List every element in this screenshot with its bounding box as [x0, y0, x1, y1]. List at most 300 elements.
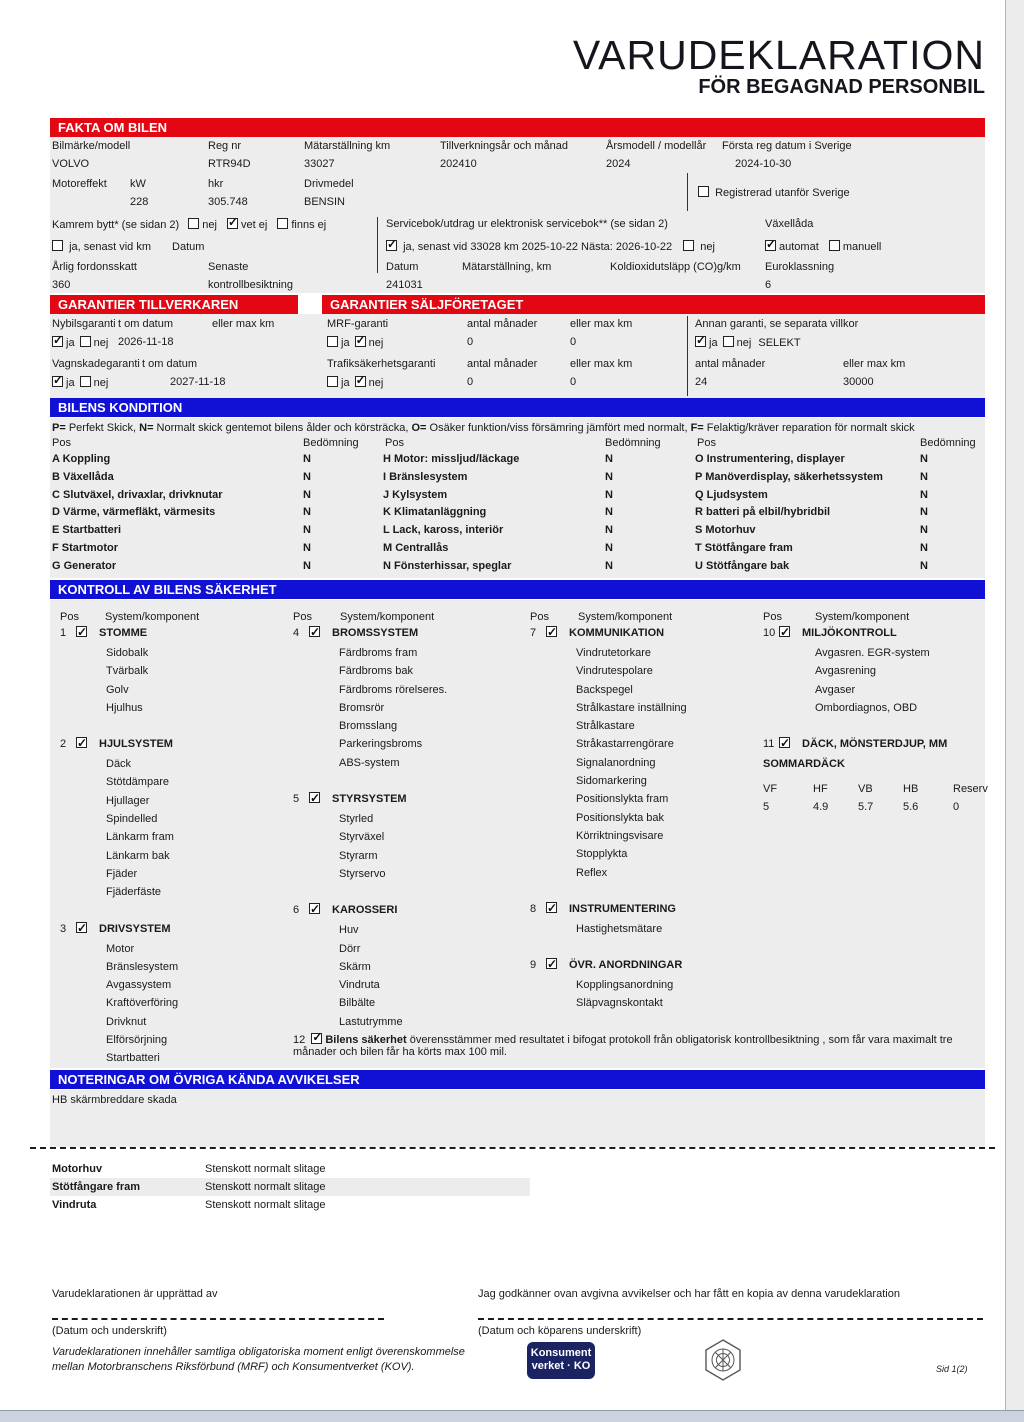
block-checkbox[interactable]: [309, 903, 320, 914]
kondition-grade: N: [920, 488, 928, 501]
nybils-datum: 2026-11-18: [118, 336, 174, 348]
kondition-row: [695, 506, 983, 524]
legend-text: Normalt skick gentemot bilens ålder och körsträcka,: [153, 422, 412, 434]
ja-label: ja: [66, 337, 75, 349]
sakerhet-column-2: [293, 624, 523, 1049]
safety-item: Fjäder: [106, 867, 138, 880]
sakerhet-body: [50, 600, 988, 1068]
tire-col-header: HF: [813, 783, 828, 796]
block-number: 5: [293, 793, 300, 806]
kondition-pos: C Slutväxel, drivaxlar, drivknutar: [52, 488, 223, 501]
safety-item: Dörr: [339, 942, 361, 955]
safety-item: Kopplingsanordning: [576, 979, 674, 992]
kondition-row: [695, 471, 983, 489]
drivmedel-label: Drivmedel: [304, 178, 354, 190]
servicebok-nej-checkbox[interactable]: [683, 240, 694, 251]
block-checkbox[interactable]: [779, 737, 790, 748]
block-number: 7: [530, 627, 537, 639]
kondition-pos: G Generator: [52, 559, 117, 572]
safety-item: Styrled: [339, 813, 374, 826]
block-title: DRIVSYSTEM: [99, 922, 171, 935]
kontrollbesiktning-label: kontrollbesiktning: [208, 279, 293, 291]
table-row: [50, 1196, 530, 1214]
block-title: MILJÖKONTROLL: [802, 627, 897, 639]
block-checkbox[interactable]: [546, 626, 557, 637]
safety-item: Sidomarkering: [576, 775, 647, 788]
antalmanader-label: antal månader: [467, 318, 538, 330]
vagnskade-datum: 2027-11-18: [170, 376, 226, 388]
safety-item: Ombordiagnos, OBD: [815, 701, 918, 714]
kondition-pos: D Värme, värmefläkt, värmesits: [52, 506, 216, 519]
block-number: 4: [293, 627, 300, 639]
ja-label: ja: [341, 337, 350, 349]
kondition-row: [695, 560, 983, 578]
pos-header: Pos: [52, 437, 71, 449]
kondition-pos: I Bränslesystem: [383, 470, 468, 483]
safety-item: Vindrutespolare: [576, 665, 653, 678]
kondition-row: [52, 453, 382, 471]
safety-item: Huv: [339, 924, 359, 937]
field-label: Bilmärke/modell: [52, 140, 131, 152]
nej-label: nej: [368, 377, 384, 389]
kondition-row: [383, 524, 693, 542]
pos-header: Pos: [763, 611, 782, 623]
safety-item: Parkeringsbroms: [339, 738, 423, 751]
system-header: System/komponent: [578, 611, 673, 623]
block-title: HJULSYSTEM: [99, 738, 173, 751]
safety-item: Kraftöverföring: [106, 997, 179, 1010]
safety-item: Hjullager: [106, 794, 150, 807]
block-checkbox[interactable]: [309, 626, 320, 637]
kondition-pos: J Kylsystem: [383, 488, 448, 501]
block-checkbox[interactable]: [76, 626, 87, 637]
field-label: Årsmodell / modellår: [606, 140, 707, 152]
kondition-grade: N: [920, 559, 928, 572]
ellermaxkm-label: eller max km: [212, 318, 275, 330]
block-number: 10: [763, 627, 776, 639]
kondition-pos: B Växellåda: [52, 470, 114, 483]
block-checkbox[interactable]: [76, 737, 87, 748]
trafik-janej: [327, 376, 383, 389]
trafik-nej-checkbox[interactable]: [355, 376, 366, 387]
ellermaxkm-label: eller max km: [570, 318, 633, 330]
block-number: 1: [60, 627, 67, 639]
dashed-divider: [30, 1147, 995, 1149]
hkr-value: 305.748: [208, 196, 248, 208]
tire-col-header: VF: [763, 783, 778, 796]
block-title: BROMSSYSTEM: [332, 627, 419, 639]
kondition-pos: L Lack, kaross, interiör: [383, 524, 504, 537]
system-header: System/komponent: [340, 611, 435, 623]
fakta-field: [208, 140, 251, 176]
safety-item: Elförsörjning: [106, 1034, 168, 1047]
item12-text: överensstämmer med resultatet i bifogat protokoll från obligatorisk kontrollbesiktning , som får vara maximalt tre månader och bilen får ha körts max 100 mil.: [293, 1034, 953, 1058]
kondition-grade: N: [605, 559, 613, 572]
document-title-block: [573, 34, 985, 98]
kamrem-finnsej-label: finns ej: [291, 219, 327, 231]
kondition-pos: M Centrallås: [383, 541, 449, 554]
bedomning-header: Bedömning: [920, 437, 976, 449]
table-row: [50, 1160, 530, 1178]
legend-text: Felaktig/kräver reparation för normalt skick: [703, 422, 915, 434]
kondition-pos: U Stötfångare bak: [695, 559, 790, 572]
safety-item: ABS-system: [339, 756, 400, 769]
tire-value: 5.7: [858, 801, 874, 814]
kondition-row: [383, 542, 693, 560]
safety-item: Länkarm bak: [106, 849, 170, 862]
kondition-grade: N: [605, 541, 613, 554]
kondition-pos: H Motor: missljud/läckage: [383, 453, 520, 465]
trafik-label: Trafiksäkerhetsgaranti: [327, 358, 436, 370]
kondition-grade: N: [303, 488, 311, 501]
kondition-column-2: [383, 453, 693, 578]
safety-item: Strålkastare: [576, 720, 635, 733]
automat-label: automat: [779, 241, 819, 253]
kondition-grade: N: [303, 453, 311, 465]
safety-block-dack: [763, 735, 988, 816]
annan-janej: [695, 336, 801, 349]
safety-block-drivsystem: [60, 920, 290, 1068]
field-value: 33027: [304, 158, 335, 170]
nybils-nej-checkbox[interactable]: [80, 336, 91, 347]
annan-extra-value: SELEKT: [758, 337, 801, 349]
block-number: 9: [530, 959, 537, 972]
badge-text: Konsument: [530, 1347, 592, 1359]
annan-ja-checkbox[interactable]: [695, 336, 706, 347]
vagnskade-ja-checkbox[interactable]: [52, 376, 63, 387]
kondition-row: [383, 471, 693, 489]
section-header-kondition: BILENS KONDITION: [50, 398, 985, 417]
registered-outside-checkbox[interactable]: [698, 186, 709, 197]
pos-header: Pos: [385, 437, 404, 449]
ellermaxkm-label: eller max km: [843, 358, 906, 370]
field-value: 2024: [606, 158, 631, 170]
fakta-field: [440, 140, 568, 176]
kamrem-finnsej-checkbox[interactable]: [277, 218, 288, 229]
noteringar-body: [50, 1090, 985, 1147]
vaxellada-row: [765, 240, 888, 253]
safety-item: Backspegel: [576, 683, 633, 696]
antalmanader-label: antal månader: [695, 358, 766, 370]
kondition-pos: R batteri på elbil/hybridbil: [695, 506, 831, 519]
manuell-checkbox[interactable]: [829, 240, 840, 251]
part-name: Vindruta: [52, 1199, 97, 1211]
kondition-row: [695, 542, 983, 560]
tire-header-row: [763, 780, 988, 798]
mrf-km-value: 0: [570, 336, 577, 348]
nybilsgaranti-label: Nybilsgaranti: [52, 318, 116, 330]
kondition-pos: N Fönsterhissar, speglar: [383, 559, 512, 572]
tomdatum-label: t om datum: [118, 318, 174, 330]
legend-text: Osäker funktion/viss försämring jämfört med normalt,: [426, 422, 691, 434]
safety-item-12: [293, 1033, 993, 1058]
kondition-column-3: [695, 453, 983, 578]
pos-header: Pos: [530, 611, 549, 623]
pos-header: Pos: [293, 611, 312, 623]
document-title: VARUDEKLARATION: [572, 32, 985, 78]
system-header: System/komponent: [105, 611, 200, 623]
kondition-grade: N: [605, 524, 613, 537]
safety-item: Strålkastare inställning: [576, 701, 687, 714]
kondition-row: [383, 489, 693, 507]
kondition-grade: N: [303, 541, 311, 554]
block-checkbox[interactable]: [309, 792, 320, 803]
kondition-pos: F Startmotor: [52, 541, 118, 554]
safety-item: Reflex: [576, 866, 608, 879]
section-header-noteringar: NOTERINGAR OM ÖVRIGA KÄNDA AVVIKELSER: [50, 1070, 985, 1089]
antalmanader-label: antal månader: [467, 358, 538, 370]
safety-block-hjulsystem: [60, 735, 290, 901]
kondition-row: [695, 453, 983, 471]
tire-value: 5.6: [903, 801, 919, 814]
tire-col-header: Reserv: [953, 783, 988, 796]
ja-label: ja: [66, 377, 75, 389]
safety-item: Länkarm fram: [106, 831, 174, 844]
annan-garanti-label: Annan garanti, se separata villkor: [695, 318, 859, 330]
kamrem-ja-checkbox[interactable]: [52, 240, 63, 251]
block-title: INSTRUMENTERING: [569, 902, 676, 915]
kamrem-row: [52, 218, 333, 231]
kamrem-label: Kamrem bytt* (se sidan 2): [52, 219, 180, 231]
safety-item: Styrarm: [339, 849, 378, 862]
buyer-signature-caption: (Datum och köparens underskrift): [478, 1325, 642, 1337]
safety-item: Bränslesystem: [106, 960, 179, 973]
field-label: Första reg datum i Sverige: [722, 140, 852, 152]
kondition-grade: N: [920, 470, 928, 483]
safety-block-miljokontroll: [763, 624, 981, 717]
kondition-pos: P Manöverdisplay, säkerhetssystem: [695, 470, 883, 483]
dack-subtitle: SOMMARDÄCK: [763, 758, 845, 771]
garanti-body: [50, 314, 985, 398]
item12-number: 12: [293, 1034, 306, 1046]
legend-key: P=: [52, 422, 66, 434]
block-number: 6: [293, 904, 300, 917]
safety-item: Sidobalk: [106, 647, 149, 659]
part-remark: Stenskott normalt slitage: [205, 1199, 326, 1211]
kondition-row: [52, 542, 382, 560]
safety-item: Signalanordning: [576, 756, 656, 769]
safety-item: Tvärbalk: [106, 665, 149, 678]
drivmedel-value: BENSIN: [304, 196, 345, 208]
safety-item: Färdbroms bak: [339, 665, 413, 678]
annan-manader-value: 24: [695, 376, 708, 388]
safety-block-bromssystem: [293, 624, 523, 772]
block-checkbox[interactable]: [76, 922, 87, 933]
field-value: VOLVO: [52, 158, 90, 170]
nej-label: nej: [736, 337, 752, 349]
kamrem-vetej-label: vet ej: [240, 219, 268, 231]
kondition-row: [52, 489, 382, 507]
item12-checkbox[interactable]: [311, 1033, 322, 1044]
kamrem-vetej-checkbox[interactable]: [227, 218, 238, 229]
tire-value-row: [763, 798, 981, 816]
servicebok-ja-checkbox[interactable]: [386, 240, 397, 251]
safety-block-instrumentering: [530, 900, 760, 938]
annan-nej-checkbox[interactable]: [723, 336, 734, 347]
page-number: Sid 1(2): [936, 1364, 968, 1374]
safety-item: Bilbälte: [339, 997, 376, 1010]
mrf-janej: [327, 336, 383, 349]
trafik-manader-value: 0: [467, 376, 474, 388]
footer-line2: mellan Motorbranschens Riksförbund (MRF) och Konsumentverket (KOV).: [52, 1361, 415, 1373]
mrf-nej-checkbox[interactable]: [355, 336, 366, 347]
kondition-grade: N: [920, 541, 928, 554]
field-label: Reg nr: [208, 140, 242, 152]
block-number: 3: [60, 922, 67, 935]
fakta-field: [52, 140, 130, 176]
fakta-field: [304, 140, 390, 176]
vagnskade-janej: [52, 376, 108, 389]
part-name: Motorhuv: [52, 1163, 103, 1175]
mrf-emblem-icon: [703, 1339, 743, 1384]
kondition-grade: N: [303, 524, 311, 537]
safety-item: Drivknut: [106, 1015, 147, 1028]
viewer-bottom-bar: [0, 1410, 1024, 1422]
fordonsskatt-value: 360: [52, 279, 71, 291]
badge-text: verket · KO: [531, 1360, 591, 1372]
ja-label: ja: [709, 337, 718, 349]
field-value: 202410: [440, 158, 477, 170]
legend-key: F=: [690, 422, 704, 434]
safety-item: Skärm: [339, 960, 371, 973]
section-header-fakta: FAKTA OM BILEN: [50, 118, 985, 137]
safety-item: Spindelled: [106, 813, 158, 826]
field-label: Tillverkningsår och månad: [440, 140, 568, 152]
safety-block-ovriga: [530, 956, 760, 1013]
kamrem-nej-label: nej: [202, 219, 217, 231]
fakta-field: [722, 140, 852, 176]
block-title: STYRSYSTEM: [332, 793, 407, 806]
kondition-grade: N: [303, 506, 311, 519]
fakta-body: [50, 137, 985, 293]
field-label: Mätarställning km: [304, 140, 391, 152]
block-checkbox[interactable]: [546, 902, 557, 913]
tire-col-header: VB: [858, 783, 873, 796]
kondition-grade: N: [303, 559, 311, 572]
fordonsskatt-label: Årlig fordonsskatt: [52, 261, 137, 273]
safety-item: Vindruta: [339, 979, 380, 992]
noteringar-note: HB skärmbreddare skada: [52, 1094, 177, 1106]
safety-item: Motor: [106, 942, 135, 955]
kondition-pos: T Stötfångare fram: [695, 541, 793, 554]
safety-item: Vindrutetorkare: [576, 647, 652, 659]
safety-item: Avgasrening: [815, 665, 876, 678]
safety-item: Positionslykta bak: [576, 811, 665, 824]
trafik-km-value: 0: [570, 376, 577, 388]
kondition-grade: N: [920, 453, 928, 465]
kw-label: kW: [130, 178, 146, 190]
safety-item: Fjäderfäste: [106, 886, 162, 899]
kamrem-ja-row: [52, 240, 204, 253]
vagnskade-nej-checkbox[interactable]: [80, 376, 91, 387]
nej-label: nej: [368, 337, 384, 349]
kondition-pos: E Startbatteri: [52, 524, 122, 537]
buyer-signature-line: [478, 1318, 983, 1320]
kondition-pos: Q Ljudsystem: [695, 488, 768, 501]
nybils-janej: [52, 336, 108, 349]
pos-header: Pos: [697, 437, 716, 449]
safety-block-kommunikation: [530, 624, 760, 882]
servicebok-label: Servicebok/utdrag ur elektronisk servicebok** (se sidan 2): [386, 218, 668, 230]
safety-item: Positionslykta fram: [576, 793, 669, 806]
konsumentverket-logo: [527, 1342, 595, 1379]
safety-item: Startbatteri: [106, 1052, 160, 1065]
seller-signature-caption: (Datum och underskrift): [52, 1325, 167, 1337]
safety-item: Däck: [106, 758, 132, 771]
legend-text: Perfekt Skick,: [65, 422, 140, 434]
field-value: RTR94D: [208, 158, 251, 170]
footer-line1: Varudeklarationen innehåller samtliga obligatoriska moment enligt överenskommelse: [52, 1346, 465, 1358]
viewer-right-margin: [1005, 0, 1024, 1422]
part-remark: Stenskott normalt slitage: [205, 1163, 326, 1175]
block-checkbox[interactable]: [546, 958, 557, 969]
kondition-row: [695, 524, 983, 542]
block-title: ÖVR. ANORDNINGAR: [569, 959, 683, 972]
kondition-grade: N: [920, 506, 928, 519]
annan-km-value: 30000: [843, 376, 874, 388]
table-row: [50, 1178, 530, 1196]
mrf-label: MRF-garanti: [327, 318, 389, 330]
kondition-grade: N: [605, 488, 613, 501]
kondition-grade: N: [605, 470, 613, 483]
block-checkbox[interactable]: [779, 626, 790, 637]
vaxellada-label: Växellåda: [765, 218, 814, 230]
safety-item: Avgassystem: [106, 979, 172, 992]
sakerhet-column-3: [530, 624, 760, 1031]
system-header: System/komponent: [815, 611, 910, 623]
legend-key: N=: [139, 422, 154, 434]
mrf-ja-checkbox[interactable]: [327, 336, 338, 347]
nybils-ja-checkbox[interactable]: [52, 336, 63, 347]
servicebok-nej-label: nej: [700, 241, 715, 253]
block-title: KAROSSERI: [332, 904, 398, 917]
kondition-pos: K Klimatanläggning: [383, 506, 487, 519]
part-name: Stötfångare fram: [52, 1181, 141, 1193]
kondition-grade: N: [920, 524, 928, 537]
field-value: 2024-10-30: [735, 158, 792, 170]
sakerhet-column-1: [60, 624, 290, 1086]
kondition-row: [695, 489, 983, 507]
tire-value: 4.9: [813, 801, 829, 814]
block-title: DÄCK, MÖNSTERDJUP, MM: [802, 738, 948, 751]
nej-label: nej: [93, 377, 109, 389]
block-number: 11: [763, 738, 775, 751]
servicebok-ja-text: ja, senast vid 33028 km 2025-10-22 Nästa: 2026-10-22: [403, 241, 673, 253]
kondition-row: [52, 506, 382, 524]
kondition-body: [50, 418, 985, 578]
tire-col-header: HB: [903, 783, 919, 796]
kondition-grade: N: [605, 506, 613, 519]
trafik-ja-checkbox[interactable]: [327, 376, 338, 387]
seller-signature-label: Varudeklarationen är upprättad av: [52, 1288, 218, 1300]
senaste-label: Senaste: [208, 261, 249, 273]
mrf-manader-value: 0: [467, 336, 474, 348]
divider: [687, 316, 688, 396]
safety-item: Hastighetsmätare: [576, 922, 663, 935]
section-header-garanti-salj: GARANTIER SÄLJFÖRETAGET: [322, 295, 985, 314]
sakerhet-column-4: [763, 624, 988, 834]
safety-item: Bromsrör: [339, 701, 385, 714]
manuell-label: manuell: [842, 241, 882, 253]
datum-label: Datum: [386, 261, 419, 273]
kondition-grade: N: [303, 470, 311, 483]
kamrem-nej-checkbox[interactable]: [188, 218, 199, 229]
servicebok-row: [386, 240, 715, 253]
matarstallning-label: Mätarställning, km: [462, 261, 552, 273]
ellermaxkm-label: eller max km: [570, 358, 633, 370]
automat-checkbox[interactable]: [765, 240, 776, 251]
kamrem-datum-label: Datum: [172, 241, 205, 253]
